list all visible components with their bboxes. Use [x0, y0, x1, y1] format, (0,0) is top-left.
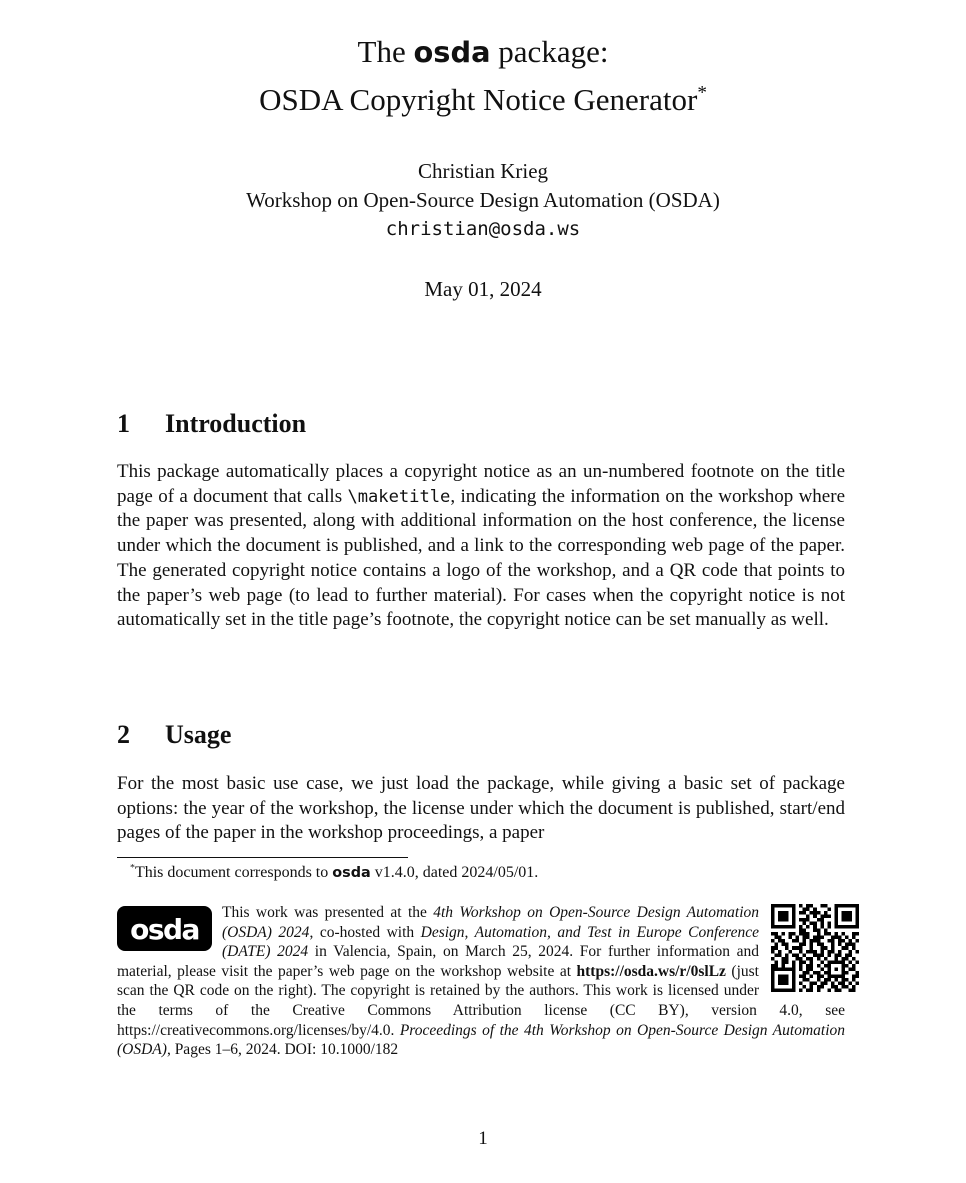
title-line-2: OSDA Copyright Notice Generator* [259, 82, 707, 117]
osda-logo-text: osda [130, 913, 199, 946]
osda-logo-icon [117, 906, 212, 951]
author-affiliation: Workshop on Open-Source Design Automation (OSDA) [246, 188, 720, 212]
section-1-title: Introduction [165, 409, 307, 438]
intro-paragraph: This package automatically places a copyright notice as an un-numbered footnote on the title page of a document that calls \maketitle, indicating the information on the workshop where the paper was presented, along with additional information on the host conference, the license under which the document is published, and a link to the corresponding web page of the paper. The generated copyright notice contains a logo of the workshop, and a QR code that points to the paper’s web page (to lead to further material). For cases when the copyright notice is not automatically set in the title page’s footnote, the copyright notice can be set manually as well. [117, 461, 845, 631]
section-2-title: Usage [165, 720, 232, 749]
section-1-heading [117, 408, 845, 440]
section-2-number: 2 [117, 720, 130, 749]
author-name: Christian Krieg [417, 159, 549, 183]
copyright-notice-text: This work was presented at the 4th Workshop on Open-Source Design Automation (OSDA) 2024, co-hosted with Design, Automation, and Test in Europe Conference (DATE) 2024 in Valencia, Spain, on March 25, 2024. For further information and material, please visit the paper’s web page on the workshop website at https://osda.ws/r/0slLz (just scan the QR code on the right). The copyright is retained by the authors. This work is licensed under the terms of the Creative Commons Attribution license (CC BY), version 4.0, see https://creativecommons.org/licenses/by/4.0. Proceedings of the 4th Workshop on Open-Source Design Automation (OSDA), Pages 1–6, 2024. DOI: 10.1000/182 [117, 904, 846, 1059]
date: May 01, 2024 [424, 277, 542, 301]
author-email: christian@osda.ws [385, 218, 581, 240]
footnote-rule [117, 857, 408, 858]
footnote-text: *This document corresponds to osda v1.4.0, dated 2024/05/01. [130, 862, 539, 881]
page-number: 1 [478, 1128, 488, 1149]
title-line-1: The osda package: [357, 34, 609, 69]
section-2-heading [117, 719, 845, 751]
author-block [0, 157, 966, 244]
copyright-notice [117, 903, 845, 1060]
qr-code-icon [771, 904, 859, 992]
paper-title [0, 28, 966, 123]
usage-paragraph: For the most basic use case, we just load the package, while giving a basic set of package options: the year of the workshop, the license under which the document is published, start/end pages of the paper in the workshop proceedings, a paper [117, 773, 845, 844]
section-1-number: 1 [117, 409, 130, 438]
